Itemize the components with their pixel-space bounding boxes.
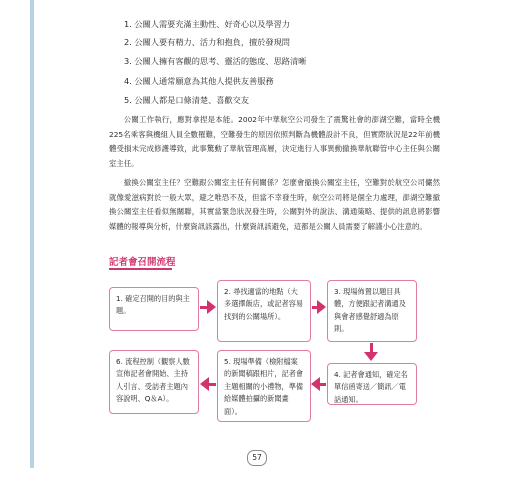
left-margin-stripe [30,0,34,468]
body-paragraph: 撤換公關室主任？空難跟公關室主任有何關係？怎麼會撤換公關室主任，空難對於航空公司儼然就像愛滋病對於一般大眾，避之唯恐不及，但當不幸發生時，航空公司將是個全力處理，澎湖空難撤換公關室主任看似無關聯，其實當緊急狀況發生時，公關對外的說法、溝通策略、提供的訊息將影響媒體的報導與分析，什麼資訊該露出，什麼資訊該避免，這都是公關人員需要了解謹小心注意的。 [109,178,440,231]
flow-step-1: 1. 確定召開的目的與主題。 [109,287,199,331]
section-title: 記者會召開流程 [109,257,176,268]
arrow-left-icon [200,377,209,391]
bullet-item: 2. 公關人要有精力、活力和抱負，擅於發現問 [124,37,290,47]
flow-step-2: 2. 尋找適當的地點（大多選擇飯店，或記者容易找到的公關場所）。 [217,280,311,342]
page-number: 57 [247,450,267,466]
flow-step-5: 5. 現場準備（檢附檔案的新聞稿跟相片，記者會主題相關的小禮物，準備給媒體拍攝的新聞畫面）。 [217,350,311,422]
arrow-shaft [208,383,216,386]
flow-step-6: 6. 流程控制（觀察人數宣佈記者會開始、主持人引言、受訪者主題內容說明、Q＆A）。 [109,350,199,414]
arrow-down-icon [364,352,378,361]
body-paragraph: 公關工作執行，應對拿捏是本能。2002年中華航空公司發生了震驚社會的澎湖空難，當時全機225名乘客與機組人員全數罹難，空難發生的原因依照判斷為機體設計不良，但實際狀況是22年前機體受損未完成修護導致，此事驚動了華航管理高層，決定進行人事異動撤換華航聯管中心主任與公關室主任。 [109,115,440,168]
bullet-item: 1. 公關人需要充滿主動性、好奇心以及學習力 [124,19,290,29]
arrow-left-icon [311,377,320,391]
bullet-item: 4. 公關人通常願意為其他人提供友善服務 [124,76,274,86]
bullet-item: 5. 公關人都是口條清楚、喜歡交友 [124,95,250,105]
flow-step-3: 3. 現場佈置以題目具體，方便跟記者溝通及與會者感覺舒適為原則。 [327,280,417,342]
bullet-item: 3. 公關人擁有客觀的思考、靈活的態度、思路清晰 [124,56,307,66]
arrow-right-icon [207,300,216,314]
section-title-underline [109,268,172,270]
flow-step-4: 4. 記者會通知，確定名單信函寄送／簡訊／電話通知。 [327,363,417,405]
arrow-right-icon [317,300,326,314]
